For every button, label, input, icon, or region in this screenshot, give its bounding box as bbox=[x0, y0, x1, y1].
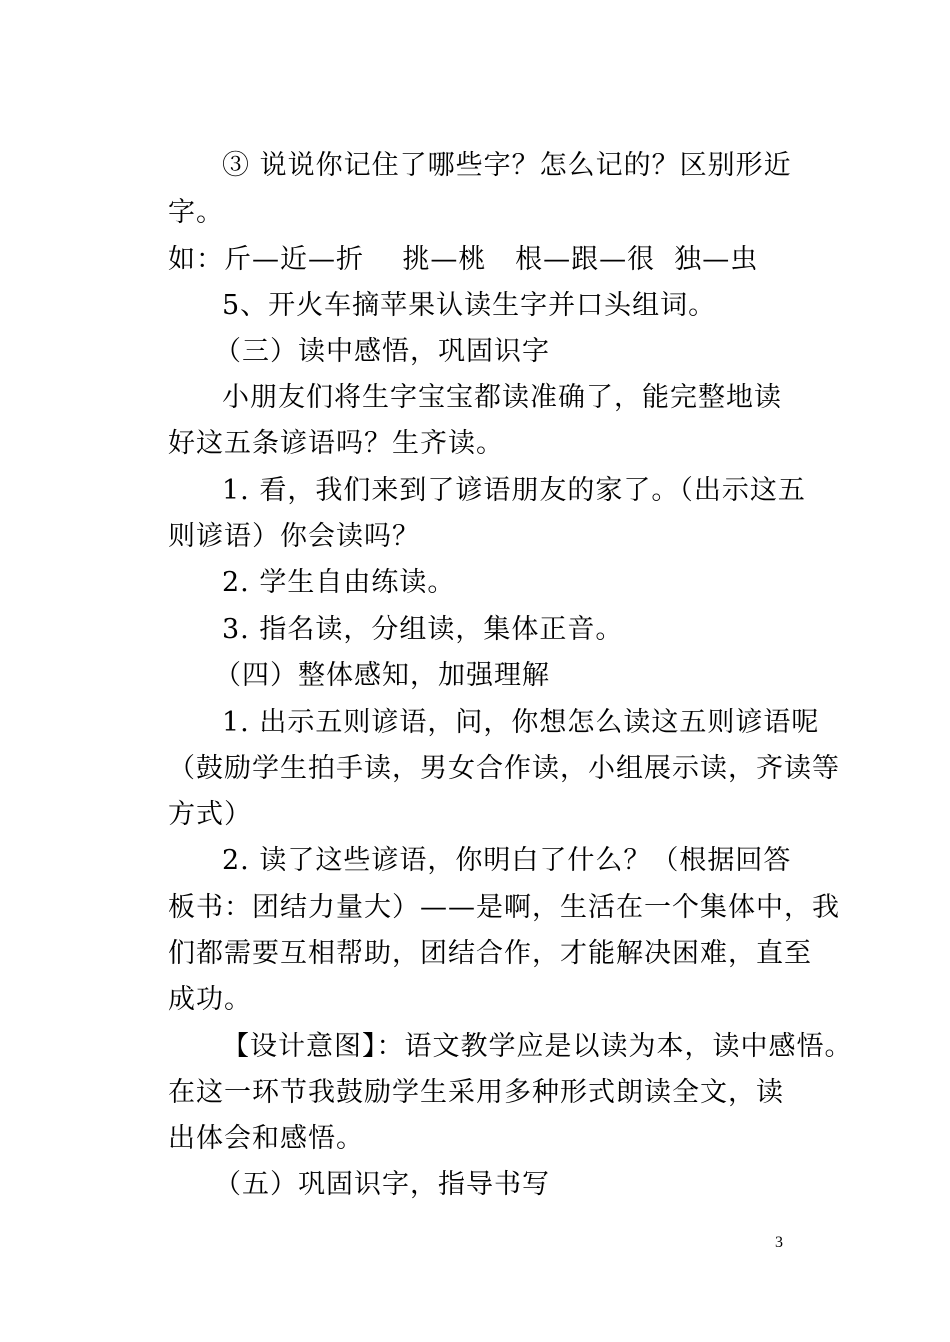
text-line: 板书：团结力量大）——是啊，生活在一个集体中，我 bbox=[168, 892, 840, 923]
section-heading: （四）整体感知，加强理解 bbox=[214, 660, 550, 691]
text-line: 如：斤—近—折 挑—桃 根—跟—很 独—虫 bbox=[168, 244, 759, 275]
text-line: （鼓励学生拍手读，男女合作读，小组展示读，齐读等 bbox=[168, 753, 840, 784]
text-line: 则谚语）你会读吗？ bbox=[168, 521, 420, 552]
text-line: 1. 出示五则谚语，问，你想怎么读这五则谚语呢 bbox=[222, 707, 820, 738]
text-line: ③ 说说你记住了哪些字？怎么记的？区别形近 bbox=[222, 150, 792, 181]
text-line: 们都需要互相帮助，团结合作，才能解决困难，直至 bbox=[168, 938, 812, 969]
section-heading: （五）巩固识字，指导书写 bbox=[214, 1169, 550, 1200]
text-line: 出体会和感悟。 bbox=[168, 1123, 364, 1154]
text-line: 字。 bbox=[168, 197, 224, 228]
text-line: 3. 指名读，分组读，集体正音。 bbox=[222, 614, 624, 645]
text-line: 2. 读了这些谚语，你明白了什么？（根据回答 bbox=[222, 845, 792, 876]
text-line: 1. 看，我们来到了谚语朋友的家了。（出示这五 bbox=[222, 475, 806, 506]
text-line: 2. 学生自由练读。 bbox=[222, 567, 456, 598]
text-line: 【设计意图】：语文教学应是以读为本，读中感悟。 bbox=[222, 1031, 853, 1062]
text-line: 在这一环节我鼓励学生采用多种形式朗读全文，读 bbox=[168, 1077, 784, 1108]
page-number: 3 bbox=[775, 1234, 783, 1251]
text-line: 好这五条谚语吗？生齐读。 bbox=[168, 428, 504, 459]
text-line: 5、开火车摘苹果认读生字并口头组词。 bbox=[222, 290, 717, 321]
section-heading: （三）读中感悟，巩固识字 bbox=[214, 336, 550, 367]
text-line: 小朋友们将生字宝宝都读准确了，能完整地读 bbox=[222, 382, 782, 413]
text-line: 成功。 bbox=[168, 984, 252, 1015]
text-line: 方式） bbox=[168, 799, 252, 830]
